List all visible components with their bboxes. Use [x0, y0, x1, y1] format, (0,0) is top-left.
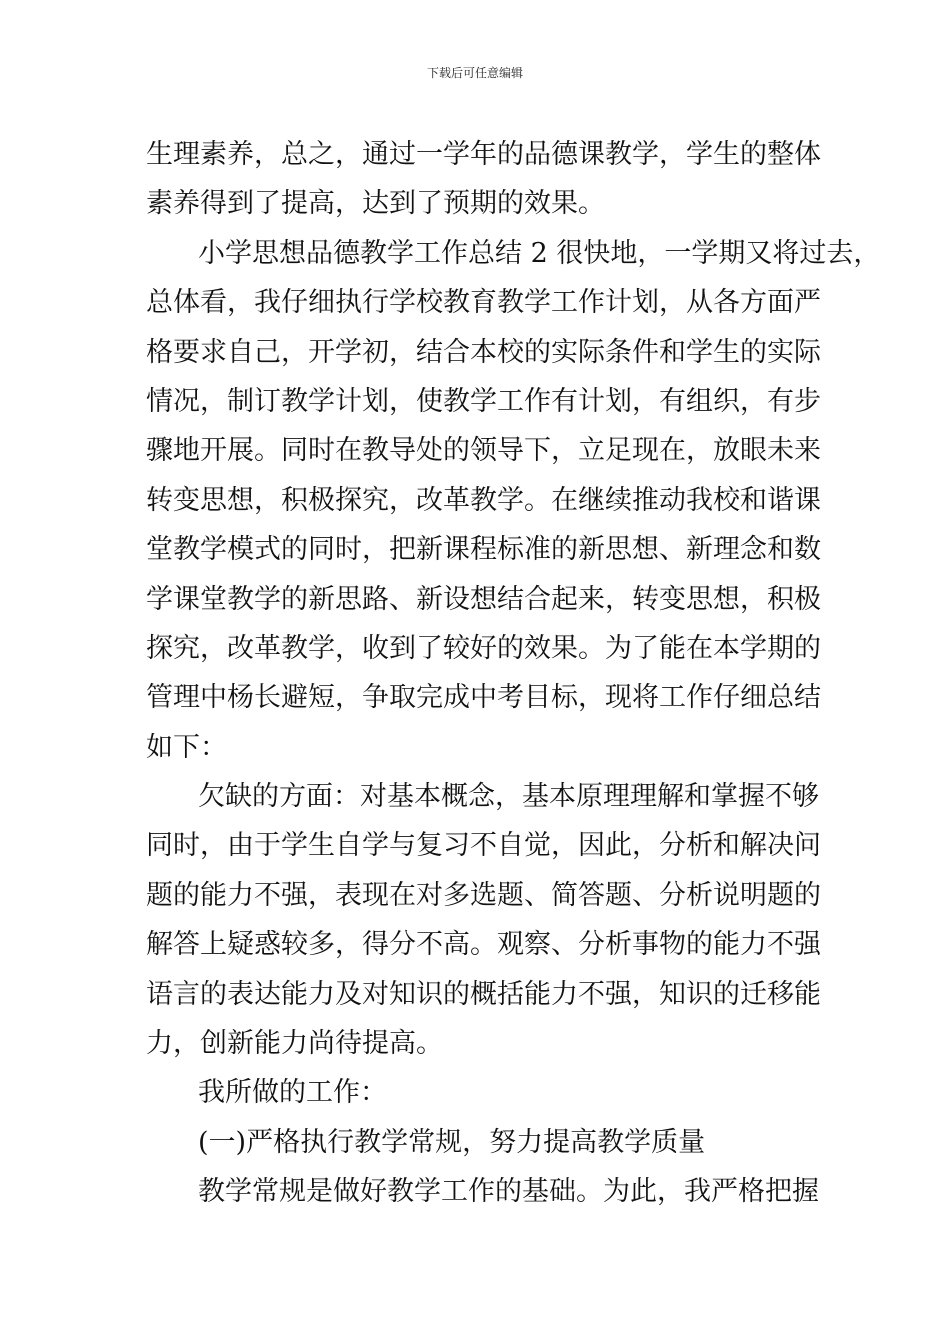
text-line: 素养得到了提高，达到了预期的效果。 [146, 188, 605, 220]
text-line: 学课堂教学的新思路、新设想结合起来，转变思想，积极 [146, 583, 821, 615]
text-line: 小学思想品德教学工作总结 2 很快地，一学期又将过去， [198, 237, 881, 269]
text-line: 欠缺的方面：对基本概念，基本原理理解和掌握不够 [198, 781, 819, 813]
text-line: 同时，由于学生自学与复习不自觉，因此，分析和解决问 [146, 830, 821, 862]
text-line: 解答上疑惑较多，得分不高。观察、分析事物的能力不强 [146, 929, 821, 961]
text-line: 格要求自己，开学初，结合本校的实际条件和学生的实际 [146, 336, 821, 368]
text-line: 转变思想，积极探究，改革教学。在继续推动我校和谐课 [146, 484, 821, 516]
text-line: 骤地开展。同时在教导处的领导下，立足现在，放眼未来 [146, 435, 821, 467]
text-line: 如下： [146, 731, 227, 763]
text-line: 堂教学模式的同时，把新课程标准的新思想、新理念和数 [146, 534, 821, 566]
text-line: 教学常规是做好教学工作的基础。为此，我严格把握 [198, 1176, 819, 1208]
text-line: 情况，制订教学计划，使教学工作有计划，有组织，有步 [146, 385, 821, 417]
page-header: 下载后可任意编辑 [426, 66, 523, 80]
text-line: 生理素养，总之，通过一学年的品德课教学，学生的整体 [146, 139, 821, 170]
text-line: 管理中杨长避短，争取完成中考目标，现将工作仔细总结 [146, 682, 821, 714]
document-body [146, 130, 881, 1217]
text-line: 题的能力不强，表现在对多选题、简答题、分析说明题的 [146, 879, 821, 911]
text-line: 总体看，我仔细执行学校教育教学工作计划，从各方面严 [146, 287, 821, 319]
text-line: (一)严格执行教学常规，努力提高教学质量 [198, 1126, 706, 1158]
text-line: 我所做的工作： [198, 1077, 387, 1109]
text-line: 语言的表达能力及对知识的概括能力不强，知识的迁移能 [146, 978, 821, 1010]
text-line: 探究，改革教学，收到了较好的效果。为了能在本学期的 [146, 632, 821, 664]
text-line: 力，创新能力尚待提高。 [146, 1028, 443, 1060]
